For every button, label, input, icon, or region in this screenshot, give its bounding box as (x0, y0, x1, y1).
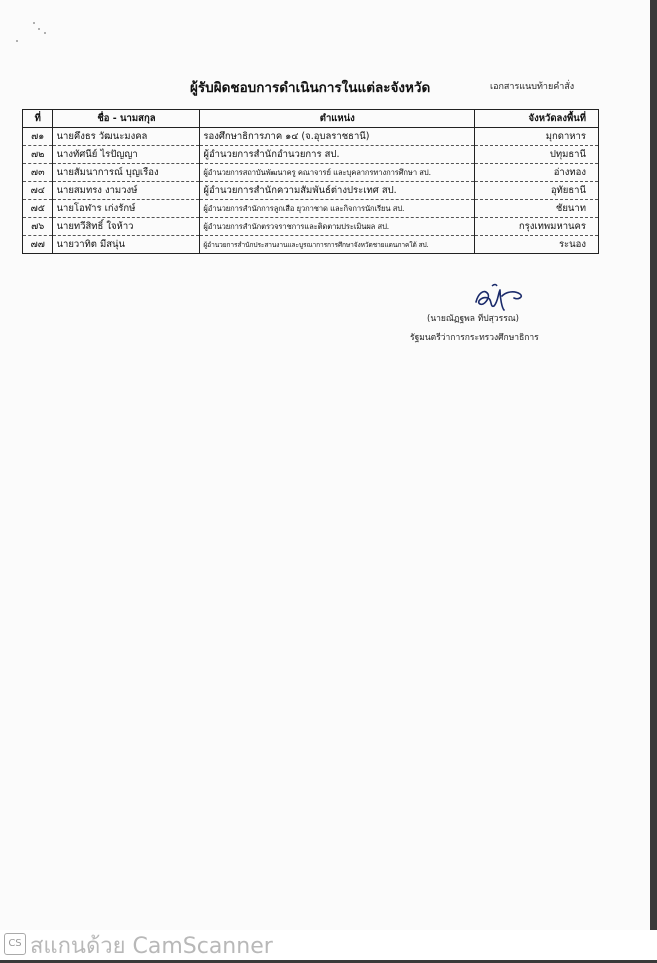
table-row (23, 236, 599, 254)
cell-province: อ่างทอง (475, 164, 599, 182)
cell-name: นายคึงธร วัฒนะมงคล (53, 128, 200, 146)
table-header-row (23, 110, 599, 128)
cell-position: ผู้อำนวยการสำนักความสัมพันธ์ต่างประเทศ สป. (200, 182, 475, 200)
cell-no: ๗๗ (23, 236, 53, 254)
column-header-province: จังหวัดลงพื้นที่ (475, 110, 599, 128)
table-row (23, 200, 599, 218)
cell-province: ชัยนาท (475, 200, 599, 218)
cell-province: ระนอง (475, 236, 599, 254)
cell-no: ๗๔ (23, 182, 53, 200)
table-row (23, 128, 599, 146)
table-row (23, 218, 599, 236)
cell-no: ๗๖ (23, 218, 53, 236)
cell-no: ๗๑ (23, 128, 53, 146)
cell-province: มุกดาหาร (475, 128, 599, 146)
cell-position: รองศึกษาธิการภาค ๑๔ (จ.อุบลราชธานี) (200, 128, 475, 146)
cell-position: ผู้อำนวยการสำนักการลูกเสือ ยุวกาชาด และกิจการนักเรียน สป. (200, 200, 475, 218)
handwritten-signature (470, 280, 530, 314)
scan-speck (38, 28, 40, 30)
column-header-name: ชื่อ - นามสกุล (53, 110, 200, 128)
column-header-position: ตำแหน่ง (200, 110, 475, 128)
cell-no: ๗๒ (23, 146, 53, 164)
scanner-watermark: สแกนด้วย CamScanner (30, 934, 273, 959)
scan-speck (44, 32, 46, 34)
cell-position: ผู้อำนวยการสำนักอำนวยการ สป. (200, 146, 475, 164)
cell-name: นายวาทิต มีสนุ่น (53, 236, 200, 254)
cell-province: กรุงเทพมหานคร (475, 218, 599, 236)
column-header-no: ที่ (23, 110, 53, 128)
cell-province: ปทุมธานี (475, 146, 599, 164)
cell-name: นายสัมนาการณ์ บุญเรือง (53, 164, 200, 182)
page-title: ผู้รับผิดชอบการดำเนินการในแต่ละจังหวัด (190, 80, 431, 96)
cell-position: ผู้อำนวยการสำนักประสานงานและบูรณาการการศึกษาจังหวัดชายแดนภาคใต้ สป. (200, 236, 475, 254)
camscanner-logo-icon: CS (4, 933, 26, 955)
cell-name: นางทัศนีย์ ไรปัญญา (53, 146, 200, 164)
responsibility-table (22, 109, 599, 254)
table-row (23, 146, 599, 164)
scan-speck (33, 22, 35, 24)
cell-no: ๗๕ (23, 200, 53, 218)
table-row (23, 182, 599, 200)
cell-name: นายโอฬาร เก่งรักษ์ (53, 200, 200, 218)
table-row (23, 164, 599, 182)
signer-name: (นายณัฏฐพล ทีปสุวรรณ) (427, 314, 519, 324)
attachment-note: เอกสารแนบท้ายคำสั่ง (490, 82, 575, 92)
cell-province: อุทัยธานี (475, 182, 599, 200)
cell-name: นายสมทรง งามวงษ์ (53, 182, 200, 200)
signer-role: รัฐมนตรีว่าการกระทรวงศึกษาธิการ (410, 333, 539, 343)
cell-position: ผู้อำนวยการสำนักตรวจราชการและติดตามประเมินผล สป. (200, 218, 475, 236)
scan-speck (16, 40, 18, 42)
cell-position: ผู้อำนวยการสถาบันพัฒนาครู คณาจารย์ และบุคลากรทางการศึกษา สป. (200, 164, 475, 182)
cell-name: นายทวีสิทธิ์ ใจห้าว (53, 218, 200, 236)
cell-no: ๗๓ (23, 164, 53, 182)
